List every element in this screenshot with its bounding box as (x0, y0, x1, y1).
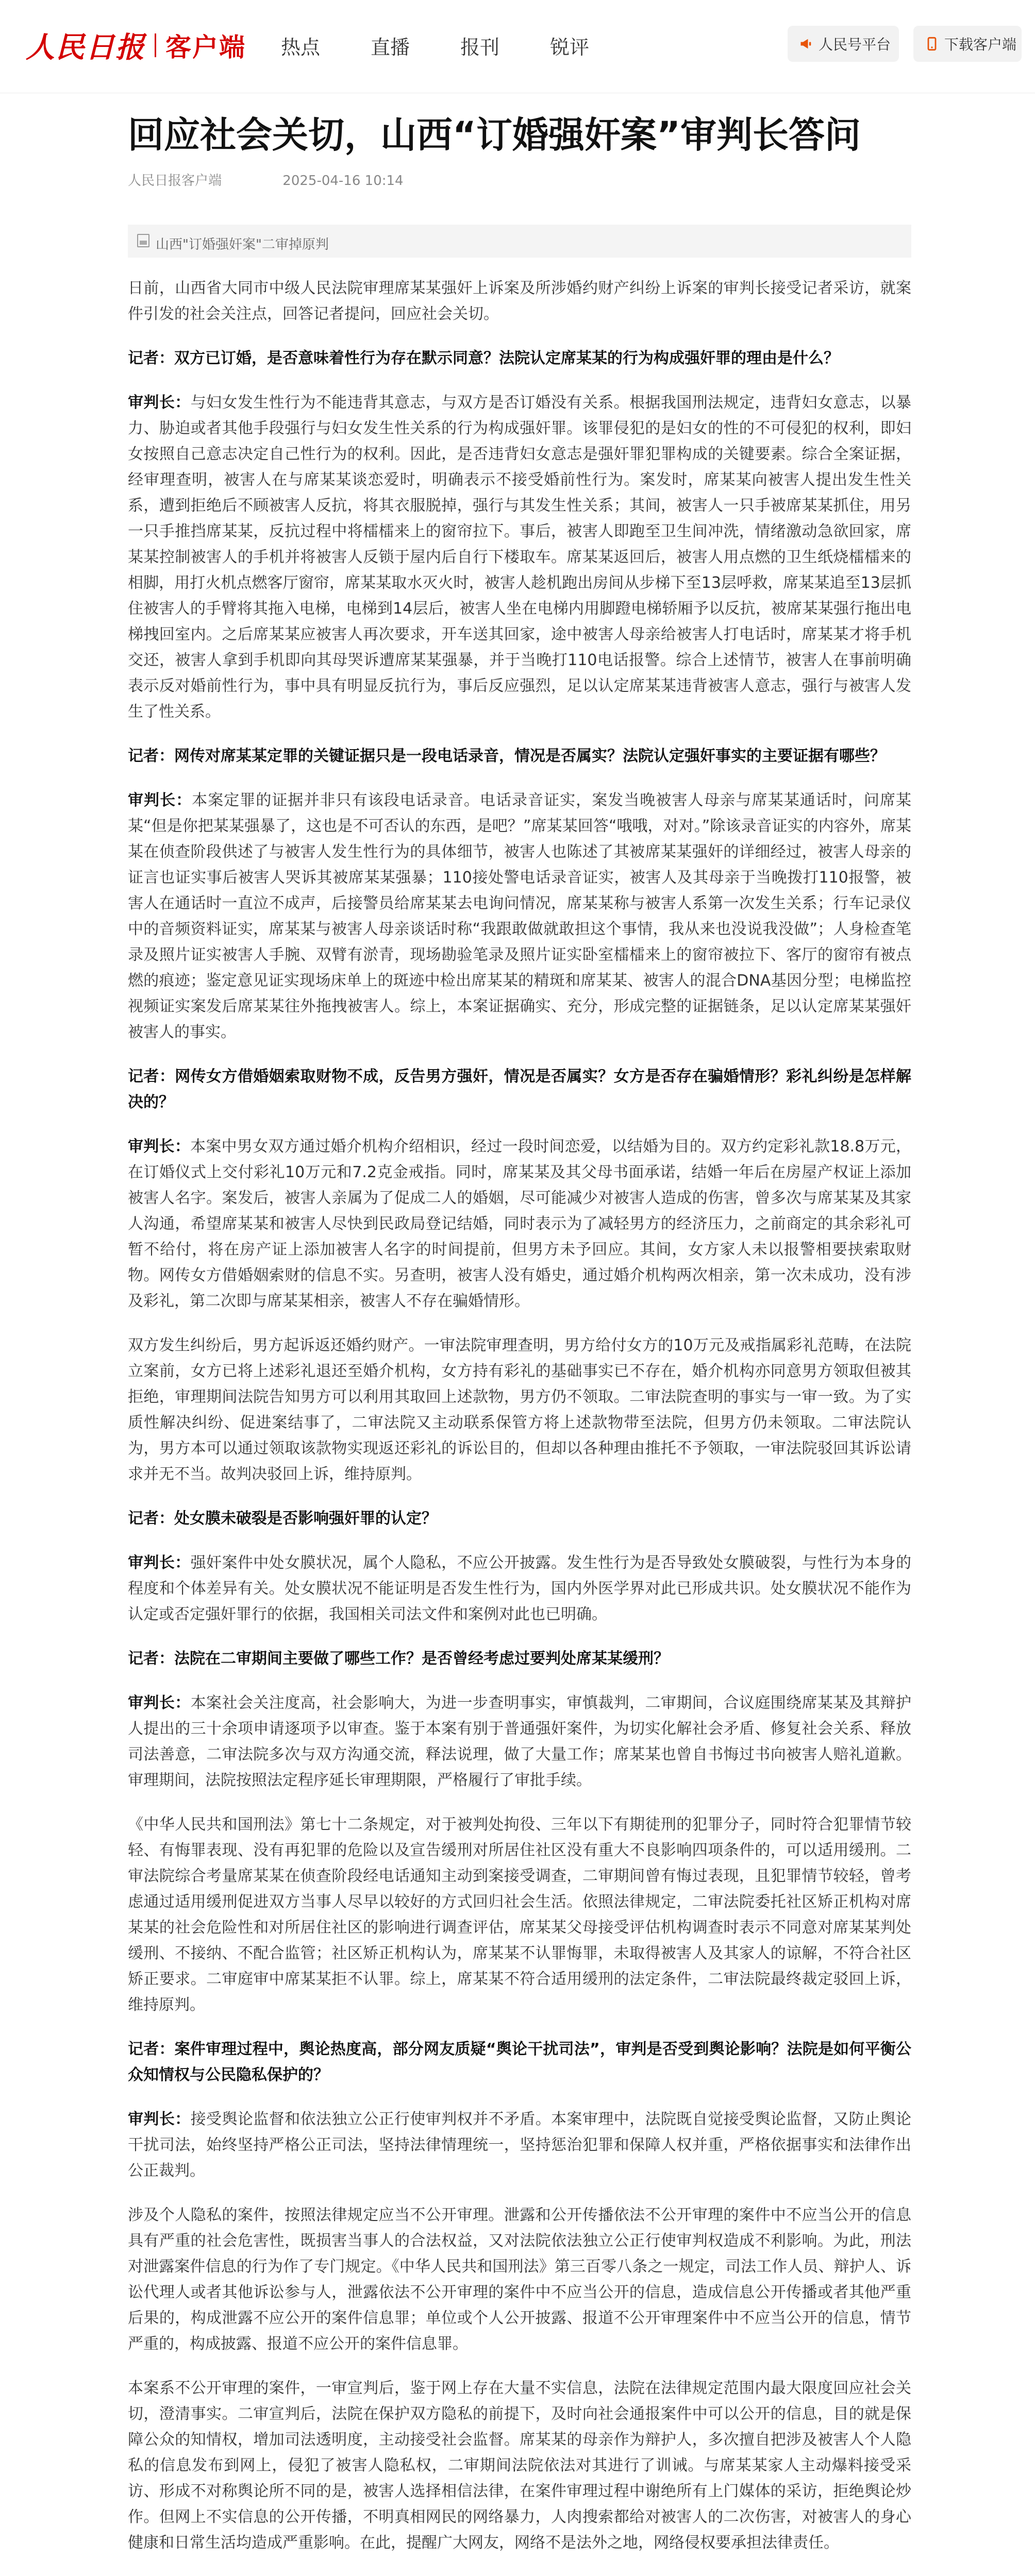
nav-item-newspaper[interactable]: 报刊 (460, 36, 500, 59)
article-image-placeholder (128, 225, 911, 258)
logo-app-label: 客户端 (165, 32, 246, 62)
broken-image-icon (137, 234, 149, 247)
body-paragraph: 本案系不公开审理的案件，一审宣判后，鉴于网上存在大量不实信息，法院在法律规定范围内最大限度回应社会关切，澄清事实。二审宣判后，法院在保护双方隐私的前提下，及时向社会通报案件中可以公开的信息，目的就是保障公众的知情权，增加司法透明度，主动接受社会监督。席某某的母亲作为辩护人，多次擅自把涉及被害人个人隐私的信息发布到网上，侵犯了被害人隐私权，二审期间法院依法对其进行了训诫。与席某某家人主动爆料接受采访、形成不对称舆论所不同的是，被害人选择相信法律，在案件审理过程中谢绝所有上门媒体的采访，拒绝舆论炒作。但网上不实信息的公开传播，不明真相网民的网络暴力，人肉搜索都给对被害人的二次伤害，对被害人的身心健康和日常生活均造成严重影响。在此，提醒广大网友，网络不是法外之地，网络侵权要承担法律责任。 (128, 2379, 911, 2552)
judge-answer (128, 1550, 911, 1628)
article-body (128, 276, 911, 2576)
top-navigation-bar (0, 0, 1035, 93)
nav-item-hot[interactable]: 热点 (281, 36, 321, 59)
body-paragraph: 日前，山西省大同市中级人民法院审理席某某强奸上诉案及所涉婚约财产纠纷上诉案的审判长接受记者采访，就案件引发的社会关注点，回答记者提问，回应社会关切。 (128, 279, 911, 323)
download-app-label: 下载客户端 (944, 36, 1017, 53)
article-meta (128, 170, 404, 189)
reporter-question: 记者：网传女方借婚姻索取财物不成，反告男方强奸，情况是否属实？女方是否存在骗婚情形？彩礼纠纷是怎样解决的？ (128, 1067, 911, 1111)
reporter-question: 记者：网传对席某某定罪的关键证据只是一段电话录音，情况是否属实？法院认定强奸事实的主要证据有哪些？ (128, 747, 886, 765)
people-platform-button[interactable] (788, 26, 899, 62)
judge-answer (128, 2107, 911, 2184)
image-alt-text: 山西"订婚强奸案"二审掉原判 (156, 237, 329, 252)
site-logo[interactable] (26, 29, 246, 62)
judge-answer (128, 788, 911, 1045)
phone-icon (925, 37, 939, 51)
article-date: 2025-04-16 10:14 (282, 173, 404, 189)
reporter-question: 记者：双方已订婚，是否意味着性行为存在默示同意？法院认定席某某的行为构成强奸罪的理由是什么？ (128, 349, 839, 367)
judge-answer (128, 1134, 911, 1314)
speaker-label: 审判长： (128, 1138, 191, 1156)
body-paragraph: 《中华人民共和国刑法》第七十二条规定，对于被判处拘役、三年以下有期徒刑的犯罪分子，同时符合犯罪情节较轻、有悔罪表现、没有再犯罪的危险以及宣告缓刑对所居住社区没有重大不良影响四项条件的，可以适用缓刑。二审法院综合考量席某某在侦查阶段经电话通知主动到案接受调查，二审期间曾有悔过表现，且犯罪情节较轻，曾考虑通过适用缓刑促进双方当事人尽早以较好的方式回归社会生活。依照法律规定，二审法院委托社区矫正机构对席某某的社会危险性和对所居住社区的影响进行调查评估，席某某父母接受评估机构调查时表示不同意对席某某判处缓刑、不接纳、不配合监管；社区矫正机构认为，席某某不认罪悔罪，未取得被害人及其家人的谅解，不符合社区矫正要求。二审庭审中席某某拒不认罪。综上，席某某不符合适用缓刑的法定条件，二审法院最终裁定驳回上诉，维持原判。 (128, 1816, 911, 2014)
article-title: 回应社会关切，山西“订婚强奸案”审判长答问 (128, 114, 861, 156)
answer-text: 本案定罪的证据并非只有该段电话录音。电话录音证实，案发当晚被害人母亲与席某某通话时，问席某某“但是你把某某强暴了，这也是不可否认的东西，是吧？”席某某回答“哦哦，对对。”除该录音证实的内容外，席某某在侦查阶段供述了与被害人发生性行为的具体细节，被害人也陈述了其被席某某强奸的详细经过，被害人母亲的证言也证实事后被害人哭诉其被席某某强暴；110接处警电话录音证实，被害人及其母亲于当晚拨打110报警，被害人在通话时一直泣不成声，后接警员给席某某去电询问情况，席某某称与被害人系第一次发生关系；行车记录仪中的音频资料证实，席某某与被害人母亲谈话时称“我跟敢做就敢担这个事情，我从来也没说我没做”；人身检查笔录及照片证实被害人手腕、双臂有淤青，现场勘验笔录及照片证实卧室檑檑来上的窗帘被拉下、客厅的窗帘有被点燃的痕迹；鉴定意见证实现场床单上的斑迹中检出席某某的精斑和席某某、被害人的混合DNA基因分型；电梯监控视频证实案发后席某某往外拖拽被害人。综上，本案证据确实、充分，形成完整的证据链条，足以认定席某某强奸被害人的事实。 (128, 791, 912, 1041)
article-source: 人民日报客户端 (128, 173, 222, 189)
logo-divider (155, 33, 156, 57)
answer-text: 本案社会关注度高，社会影响大，为进一步查明事实，审慎裁判，二审期间，合议庭围绕席某某及其辩护人提出的三十余项申请逐项予以审查。鉴于本案有别于普通强奸案件，为切实化解社会矛盾、修复社会关系、释放司法善意，二审法院多次与双方沟通交流，释法说理，做了大量工作；席某某也曾自书悔过书向被害人赔礼道歉。审理期间，法院按照法定程序延长审理期限，严格履行了审批手续。 (128, 1694, 912, 1789)
logo-text: 人民日报 (26, 30, 145, 64)
reporter-question: 记者：案件审理过程中，舆论热度高，部分网友质疑“舆论干扰司法”，审判是否受到舆论影响？法院是如何平衡公众知情权与公民隐私保护的？ (128, 2040, 911, 2084)
speaker-label: 审判长： (128, 394, 191, 412)
judge-answer (128, 1690, 911, 1793)
body-paragraph: 涉及个人隐私的案件，按照法律规定应当不公开审理。泄露和公开传播依法不公开审理的案件中不应当公开的信息具有严重的社会危害性，既损害当事人的合法权益，又对法院依法独立公正行使审判权造成不利影响。为此，刑法对泄露案件信息的行为作了专门规定。《中华人民共和国刑法》第三百零八条之一规定，司法工作人员、辩护人、诉讼代理人或者其他诉讼参与人，泄露依法不公开审理的案件中不应当公开的信息，造成信息公开传播或者其他严重后果的，构成泄露不应公开的案件信息罪；单位或个人公开披露、报道不公开审理案件中不应当公开的信息，情节严重的，构成披露、报道不应公开的案件信息罪。 (128, 2206, 911, 2353)
judge-answer (128, 390, 911, 725)
body-paragraph: 双方发生纠纷后，男方起诉返还婚约财产。一审法院审理查明，男方给付女方的10万元及戒指属彩礼范畴，在法院立案前，女方已将上述彩礼退还至婚介机构，女方持有彩礼的基础事实已不存在，婚介机构亦同意男方领取但被其拒绝，审理期间法院告知男方可以利用其取回上述款物，男方仍不领取。二审法院查明的事实与一审一致。为了实质性解决纠纷、促进案结事了，二审法院又主动联系保管方将上述款物带至法院，但男方仍未领取。二审法院认为，男方本可以通过领取该款物实现返还彩礼的诉讼目的，但却以各种理由推托不予领取，一审法院驳回其诉讼请求并无不当。故判决驳回上诉，维持原判。 (128, 1336, 911, 1483)
speaker-label: 审判长： (128, 1694, 191, 1712)
answer-text: 本案中男女双方通过婚介机构介绍相识，经过一段时间恋爱，以结婚为目的。双方约定彩礼款18.8万元，在订婚仪式上交付彩礼10万元和7.2克金戒指。同时，席某某及其父母书面承诺，结婚一年后在房屋产权证上添加被害人名字。案发后，被害人亲属为了促成二人的婚姻，尽可能减少对被害人造成的伤害，曾多次与席某某及其家人沟通，希望席某某和被害人尽快到民政局登记结婚，同时表示为了减轻男方的经济压力，之前商定的其余彩礼可暂不给付，将在房产证上添加被害人名字的时间提前，但男方未予回应。其间，女方家人未以报警相要挟索取财物。网传女方借婚姻索财的信息不实。另查明，被害人没有婚史，通过婚介机构两次相亲，第一次未成功，没有涉及彩礼，第二次即与席某某相亲，被害人不存在骗婚情形。 (128, 1138, 912, 1310)
megaphone-icon (799, 37, 813, 51)
speaker-label: 审判长： (128, 1554, 191, 1572)
speaker-label: 审判长： (128, 2110, 191, 2128)
answer-text: 接受舆论监督和依法独立公正行使审判权并不矛盾。本案审理中，法院既自觉接受舆论监督，又防止舆论干扰司法，始终坚持严格公正司法，坚持法律情理统一，坚持惩治犯罪和保障人权并重，严格依据事实和法律作出公正裁判。 (128, 2110, 912, 2180)
reporter-question: 记者：法院在二审期间主要做了哪些工作？是否曾经考虑过要判处席某某缓刑？ (128, 1650, 669, 1668)
reporter-question: 记者：处女膜未破裂是否影响强奸罪的认定？ (128, 1510, 437, 1528)
main-nav (281, 32, 640, 63)
answer-text: 与妇女发生性行为不能违背其意志，与双方是否订婚没有关系。根据我国刑法规定，违背妇女意志，以暴力、胁迫或者其他手段强行与妇女发生性关系的行为构成强奸罪。该罪侵犯的是妇女的性的不可侵犯的权利，即妇女按照自己意志决定自己性行为的权利。因此，是否违背妇女意志是强奸罪犯罪构成的关键要素。综合全案证据，经审理查明，被害人在与席某某谈恋爱时，明确表示不接受婚前性行为。案发时，席某某向被害人提出发生性关系，遭到拒绝后不顾被害人反抗，将其衣服脱掉，强行与其发生性关系；其间，被害人一只手被席某某抓住，用另一只手推挡席某某，反抗过程中将檑檑来上的窗帘拉下。事后，被害人即跑至卫生间冲洗，情绪激动急欲回家，席某某控制被害人的手机并将被害人反锁于屋内后自行下楼取车。席某某返回后，被害人用点燃的卫生纸烧檑檑来的相脚，用打火机点燃客厅窗帘，席某某取水灭火时，被害人趁机跑出房间从步梯下至13层呼救，席某某追至13层抓住被害人的手臂将其拖入电梯，电梯到14层后，被害人坐在电梯内用脚蹬电梯轿厢予以反抗，被席某某强行拖出电梯拽回室内。之后席某某应被害人再次要求，开车送其回家，途中被害人母亲给被害人打电话时，席某某才将手机交还，被害人拿到手机即向其母哭诉遭席某某强暴，并于当晚打110电话报警。综合上述情节，被害人在事前明确表示反对婚前性行为，事中具有明显反抗行为，事后反应强烈，足以认定席某某违背被害人意志，强行与被害人发生了性关系。 (128, 394, 912, 721)
nav-item-commentary[interactable]: 锐评 (550, 36, 590, 59)
people-platform-label: 人民号平台 (819, 36, 891, 53)
download-app-button[interactable] (913, 26, 1022, 62)
nav-item-live[interactable]: 直播 (371, 36, 410, 59)
speaker-label: 审判长： (128, 791, 192, 809)
answer-text: 强奸案件中处女膜状况，属个人隐私，不应公开披露。发生性行为是否导致处女膜破裂，与性行为本身的程度和个体差异有关。处女膜状况不能证明是否发生性行为，国内外医学界对此已形成共识。处女膜状况不能作为认定或否定强奸罪行的依据，我国相关司法文件和案例对此也已明确。 (128, 1554, 912, 1623)
